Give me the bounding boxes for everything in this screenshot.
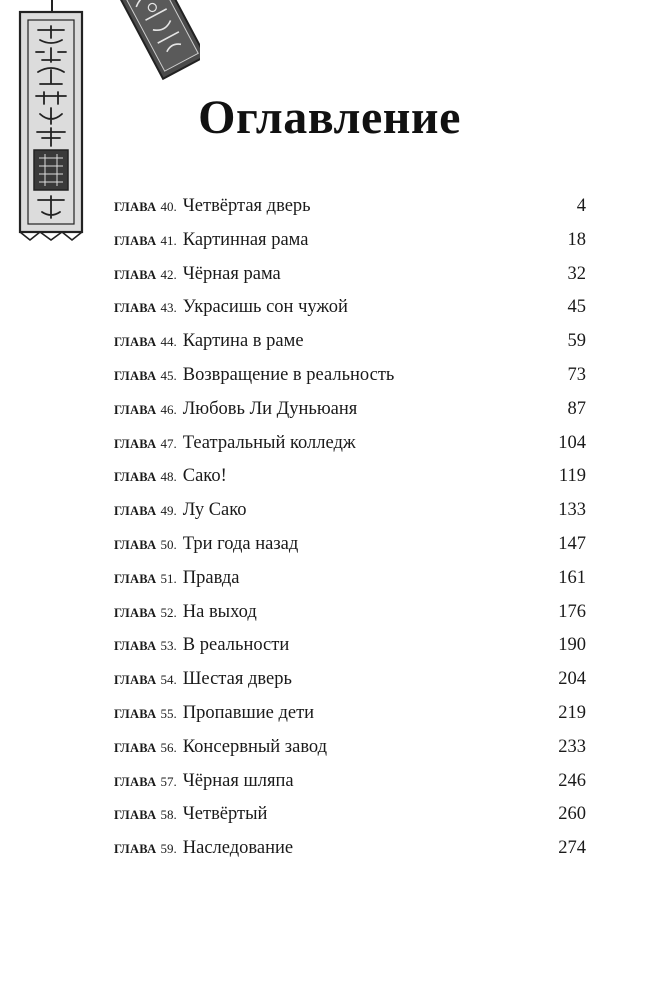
chapter-page-number: 176 <box>558 601 586 622</box>
toc-entry[interactable] <box>114 365 586 399</box>
chapter-number: 56. <box>160 739 177 755</box>
chapter-page-number: 233 <box>558 736 586 757</box>
chapter-title: В реальности <box>182 635 290 656</box>
chapter-title: Возвращение в реальность <box>182 364 395 385</box>
toc-entry[interactable] <box>114 568 586 602</box>
chapter-title: Лу Сако <box>182 500 247 521</box>
chapter-title: Правда <box>182 567 240 588</box>
chapter-label: ГЛАВА <box>114 571 157 586</box>
chapter-number: 40. <box>160 199 177 214</box>
chapter-page-number: 219 <box>558 702 586 723</box>
toc-entry[interactable] <box>114 838 586 872</box>
chapter-number: 54. <box>160 672 177 688</box>
table-of-contents <box>114 196 586 872</box>
chapter-title: Сако! <box>182 466 227 487</box>
chapter-label: ГЛАВА <box>114 402 157 417</box>
chapter-number: 41. <box>160 232 177 248</box>
chapter-title: Консервный завод <box>182 736 328 757</box>
chapter-label: ГЛАВА <box>114 436 157 451</box>
chapter-page-number: 119 <box>558 466 586 487</box>
toc-entry[interactable] <box>114 196 586 230</box>
toc-entry[interactable] <box>114 264 586 298</box>
chapter-number: 44. <box>160 334 177 350</box>
chapter-label: ГЛАВА <box>114 335 157 350</box>
chapter-label: ГЛАВА <box>114 504 157 519</box>
chapter-page-number: 147 <box>558 533 586 554</box>
chapter-title: Любовь Ли Дуньюаня <box>182 398 358 419</box>
paper-charm-icon <box>118 0 200 79</box>
chapter-label: ГЛАВА <box>114 200 157 214</box>
toc-entry[interactable] <box>114 230 586 264</box>
chapter-title: Картина в раме <box>182 331 304 352</box>
chapter-page-number: 104 <box>558 432 586 453</box>
chapter-label: ГЛАВА <box>114 673 157 688</box>
chapter-title: Четвёртая дверь <box>182 196 311 216</box>
chapter-number: 49. <box>160 503 177 519</box>
chapter-title: Наследование <box>182 838 294 859</box>
chapter-number: 53. <box>160 638 177 654</box>
chapter-number: 43. <box>160 300 177 316</box>
chapter-label: ГЛАВА <box>114 301 157 316</box>
toc-entry[interactable] <box>114 737 586 771</box>
chapter-title: Картинная рама <box>182 229 309 250</box>
toc-entry[interactable] <box>114 804 586 838</box>
chapter-page-number: 246 <box>558 770 586 791</box>
chapter-number: 42. <box>160 266 177 282</box>
chapter-page-number: 18 <box>567 229 586 250</box>
chapter-label: ГЛАВА <box>114 368 157 383</box>
chapter-label: ГЛАВА <box>114 470 157 485</box>
toc-entry[interactable] <box>114 331 586 365</box>
chapter-number: 59. <box>160 841 177 857</box>
chapter-title: Театральный колледж <box>182 432 356 453</box>
chapter-number: 52. <box>160 604 177 620</box>
chapter-number: 57. <box>160 773 177 789</box>
chapter-title: Три года назад <box>182 533 299 554</box>
toc-entry[interactable] <box>114 466 586 500</box>
chapter-title: Пропавшие дети <box>182 702 315 723</box>
chapter-title: Шестая дверь <box>182 669 292 690</box>
toc-entry[interactable] <box>114 433 586 467</box>
chapter-title: Чёрная рама <box>182 263 281 284</box>
chapter-number: 45. <box>160 367 177 383</box>
toc-entry[interactable] <box>114 602 586 636</box>
toc-entry[interactable] <box>114 534 586 568</box>
chapter-label: ГЛАВА <box>114 842 157 857</box>
chapter-label: ГЛАВА <box>114 808 157 823</box>
chapter-page-number: 32 <box>567 263 586 284</box>
toc-entry[interactable] <box>114 635 586 669</box>
chapter-page-number: 161 <box>558 567 586 588</box>
chapter-title: Четвёртый <box>182 804 268 825</box>
chapter-page-number: 73 <box>567 364 586 385</box>
toc-entry[interactable] <box>114 703 586 737</box>
chapter-number: 47. <box>160 435 177 451</box>
chapter-page-number: 59 <box>567 331 586 352</box>
chapter-page-number: 133 <box>558 500 586 521</box>
chapter-page-number: 274 <box>558 838 586 859</box>
chapter-page-number: 260 <box>558 804 586 825</box>
chapter-page-number: 4 <box>576 196 586 216</box>
toc-entry[interactable] <box>114 771 586 805</box>
chapter-label: ГЛАВА <box>114 639 157 654</box>
chapter-number: 51. <box>160 570 177 586</box>
toc-entry[interactable] <box>114 669 586 703</box>
chapter-title: Украсишь сон чужой <box>182 297 348 318</box>
page-title: Оглавление <box>198 91 461 144</box>
chapter-number: 48. <box>160 469 177 485</box>
toc-entry[interactable] <box>114 500 586 534</box>
chapter-number: 50. <box>160 536 177 552</box>
chapter-page-number: 204 <box>558 669 586 690</box>
chapter-label: ГЛАВА <box>114 706 157 721</box>
chapter-number: 55. <box>160 705 177 721</box>
chapter-label: ГЛАВА <box>114 537 157 552</box>
chapter-page-number: 190 <box>558 635 586 656</box>
chapter-page-number: 87 <box>567 398 586 419</box>
toc-entry[interactable] <box>114 297 586 331</box>
chapter-number: 46. <box>160 401 177 417</box>
chapter-label: ГЛАВА <box>114 740 157 755</box>
toc-entry[interactable] <box>114 399 586 433</box>
chapter-label: ГЛАВА <box>114 605 157 620</box>
chapter-label: ГЛАВА <box>114 233 157 248</box>
chapter-label: ГЛАВА <box>114 774 157 789</box>
chapter-title: Чёрная шляпа <box>182 770 294 791</box>
chapter-number: 58. <box>160 807 177 823</box>
chapter-title: На выход <box>182 601 257 622</box>
chapter-page-number: 45 <box>567 297 586 318</box>
chapter-label: ГЛАВА <box>114 267 157 282</box>
